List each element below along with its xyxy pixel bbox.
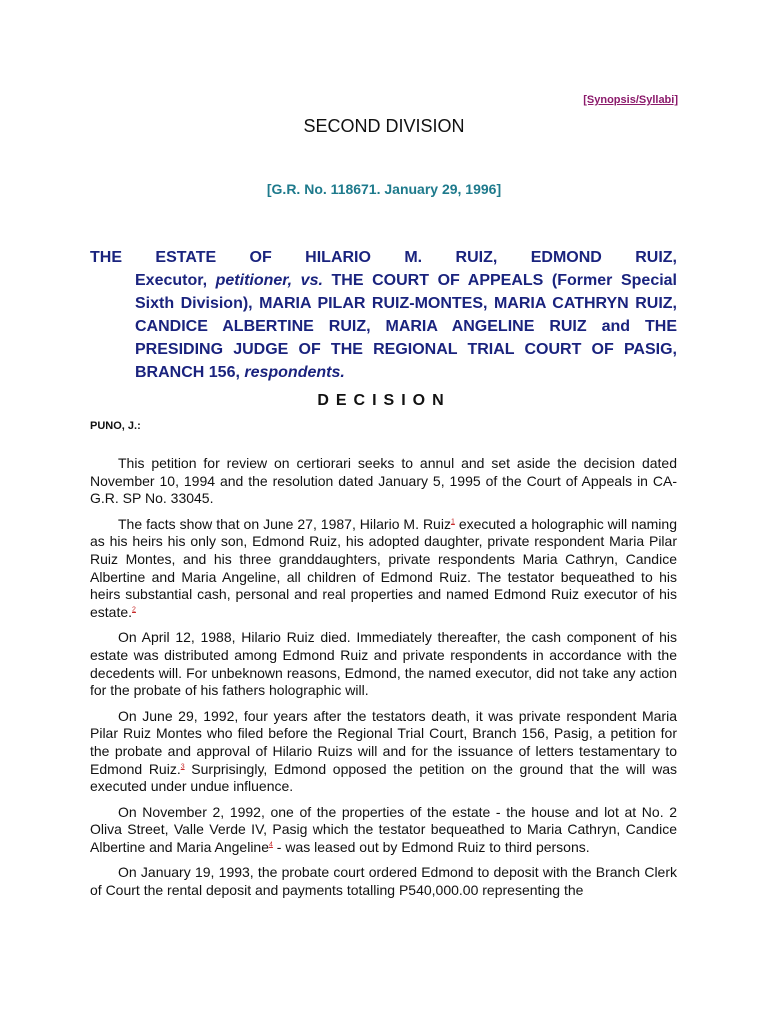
division-heading: SECOND DIVISION: [303, 116, 465, 136]
case-parties: [90, 246, 677, 384]
footnote-link[interactable]: 3: [180, 762, 185, 770]
paragraph: [90, 455, 677, 508]
decision-title: DECISION: [317, 392, 451, 409]
paragraph-text: On January 19, 1993, the probate court ordered Edmond to deposit with the Branch Clerk of Court the rental deposit and payments totalling P540,000.00 representing the: [90, 864, 677, 899]
synopsis-link[interactable]: [Synopsis/Syllabi]: [583, 94, 678, 106]
versus-label: vs.: [300, 272, 323, 289]
paragraph: [90, 708, 677, 796]
respondents-names: THE COURT OF APPEALS (Former Special Sixth Division), MARIA PILAR RUIZ-MONTES, MARIA CATHRYN RUIZ, CANDICE ALBERTINE RUIZ, MARIA ANGELINE RUIZ and THE PRESIDING JUDGE OF THE REGIONAL TRIAL COURT OF PASIG, BRANCH 156,: [135, 272, 677, 381]
paragraph-text: - was leased out by Edmond Ruiz to third persons.: [272, 838, 590, 855]
paragraph-text: The facts show that on June 27, 1987, Hilario M. Ruiz: [118, 515, 451, 532]
footnote-link[interactable]: 1: [450, 518, 455, 526]
paragraph-text: This petition for review on certiorari seeks to annul and set aside the decision dated November 10, 1994 and the resolution dated January 5, 1995 of the Court of Appeals in CA-G.R. SP No. 33045.: [90, 455, 677, 507]
paragraph: [90, 804, 677, 857]
footnote-link[interactable]: 2: [132, 606, 136, 614]
parties-rest: [90, 269, 677, 384]
respondents-label: respondents.: [244, 364, 345, 381]
paragraph-text: Surprisingly, Edmond opposed the petition on the ground that the will was executed under undue influence.: [90, 760, 677, 795]
paragraph-text: On April 12, 1988, Hilario Ruiz died. Immediately thereafter, the cash component of his estate was distributed among Edmond Ruiz and private respondents in accordance with the decedents will. For unbeknown reasons, Edmond, the named executor, did not take any action for the probate of his fathers holographic will.: [90, 629, 677, 699]
paragraph-text: On June 29, 1992, four years after the testators death, it was private respondent Maria Pilar Ruiz Montes who filed before the Regional Trial Court, Branch 156, Pasig, a petition for the probate and approval of Hilario Ruizs will and for the issuance of letters testamentary to Edmond Ruiz.: [90, 707, 677, 777]
paragraph-text: executed a holographic will naming as his heirs his only son, Edmond Ruiz, his adopted daughter, private respondent Maria Pilar Ruiz Montes, and his three granddaughters, private respondents Maria Cathryn, Candice Albertine and Maria Angeline, all children of Edmond Ruiz. The testator bequeathed to his heirs substantial cash, personal and real properties and named Edmond Ruiz executor of his estate.: [90, 515, 677, 620]
footnote-link[interactable]: 4: [269, 841, 273, 849]
executor-label: Executor,: [135, 272, 216, 289]
parties-first-line: THE ESTATE OF HILARIO M. RUIZ, EDMOND RUIZ,: [90, 249, 677, 266]
ponente: PUNO, J.:: [90, 420, 141, 432]
paragraph: [90, 516, 677, 622]
decision-body: [90, 455, 677, 908]
paragraph: [90, 629, 677, 699]
paragraph-text: On November 2, 1992, one of the properties of the estate - the house and lot at No. 2 Oliva Street, Valle Verde IV, Pasig which the testator bequeathed to Maria Cathryn, Candice Albertine and Maria Angeline: [90, 803, 677, 855]
case-number: [G.R. No. 118671. January 29, 1996]: [266, 181, 502, 197]
petitioner-label: petitioner,: [215, 272, 293, 289]
paragraph: [90, 864, 677, 899]
